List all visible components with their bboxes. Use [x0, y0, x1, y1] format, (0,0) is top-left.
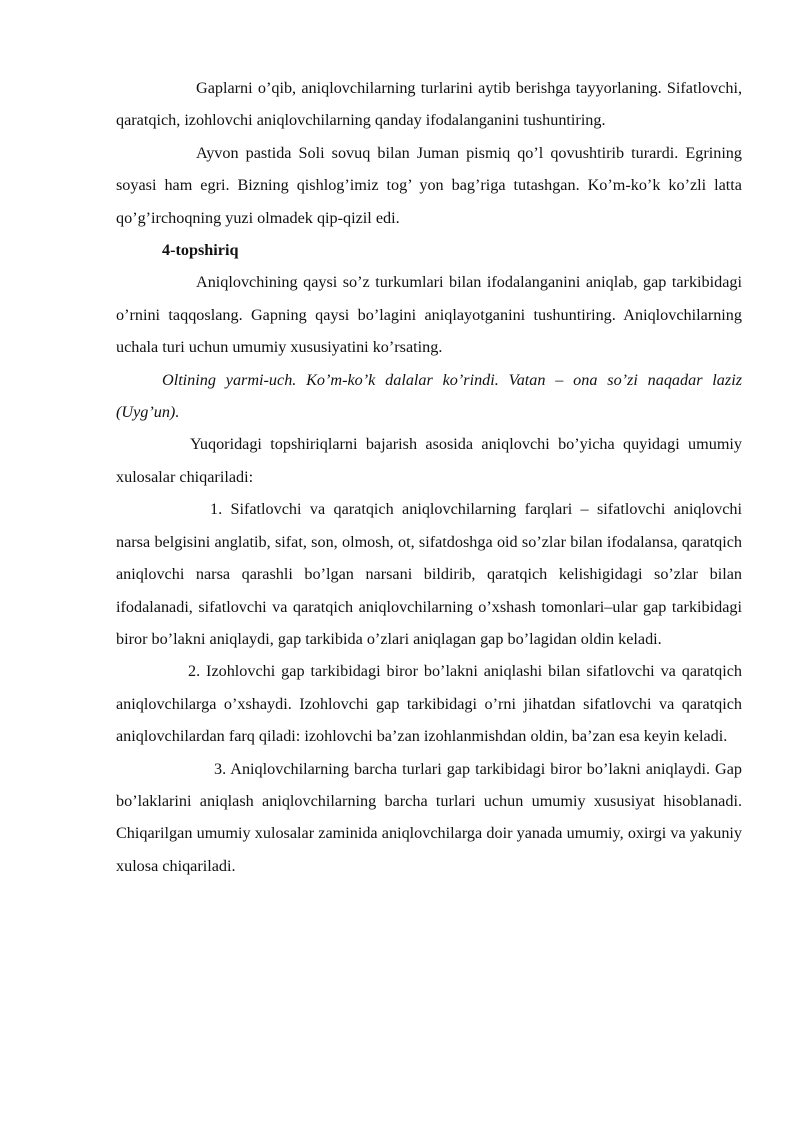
- paragraph-conclusion-2: 2. Izohlovchi gap tarkibidagi biror bo’lakni aniqlashi bilan sifatlovchi va qaratqich aniqlovchilarga o’xshaydi. Izohlovchi gap tarkibidagi o’rni jihatdan sifatlovchi va qaratqich aniqlovchilardan farq qiladi: izohlovchi ba’zan izohlanmishdan oldin, ba’zan esa keyin keladi.: [116, 662, 742, 746]
- paragraph-conclusion-1: 1. Sifatlovchi va qaratqich aniqlovchilarning farqlari – sifatlovchi aniqlovchi narsa belgisini anglatib, sifat, son, olmosh, ot, sifatdoshga oid so’zlar bilan ifodalansa, qaratqich aniqlovchi narsa qarashli bo’lgan narsani bildirib, qaratqich kelishigidagi so’zlar bilan ifodalanadi, sifatlovchi va qaratqich aniqlovchilarning o’xshash tomonlari–ular gap tarkibidagi biror bo’lakni aniqlaydi, gap tarkibida o’zlari aniqlagan gap bo’lagidan oldin keladi.: [116, 500, 742, 648]
- paragraph-conclusions-intro: Yuqoridagi topshiriqlarni bajarish asosida aniqlovchi bo’yicha quyidagi umumiy xulosalar chiqariladi:: [116, 435, 742, 486]
- paragraph-task-instruction: Gaplarni o’qib, aniqlovchilarning turlarini aytib berishga tayyorlaning. Sifatlovchi, qaratqich, izohlovchi aniqlovchilarning qanday ifodalanganini tushuntiring.: [116, 79, 742, 130]
- paragraph-italic-examples: Oltining yarmi-uch. Ko’m-ko’k dalalar ko’rindi. Vatan – ona so’zi naqadar laziz (Uyg’un).: [116, 370, 742, 422]
- task-heading: 4-topshiriq: [162, 241, 239, 260]
- paragraph-task-4-instruction: Aniqlovchining qaysi so’z turkumlari bilan ifodalanganini aniqlab, gap tarkibidagi o’rnini taqqoslang. Gapning qaysi bo’lagini aniqlayotganini tushuntiring. Aniqlovchilarning uchala turi uchun umumiy xususiyatini ko’rsating.: [116, 273, 742, 357]
- document-page: [116, 72, 742, 882]
- paragraph-example-sentences: Ayvon pastida Soli sovuq bilan Juman pismiq qo’l qovushtirib turardi. Egrining soyasi ham egri. Bizning qishlog’imiz tog’ yon bag’riga tutashgan. Ko’m-ko’k ko’zli latta qo’g’irchoqning yuzi olmadek qip-qizil edi.: [116, 143, 742, 227]
- paragraph-conclusion-3: 3. Aniqlovchilarning barcha turlari gap tarkibidagi biror bo’lakni aniqlaydi. Gap bo’laklarini aniqlash aniqlovchilarning barcha turlari uchun umumiy xususiyat hisoblanadi. Chiqarilgan umumiy xulosalar zaminida aniqlovchilarga doir yanada umumiy, oxirgi va yakuniy xulosa chiqariladi.: [116, 759, 742, 875]
